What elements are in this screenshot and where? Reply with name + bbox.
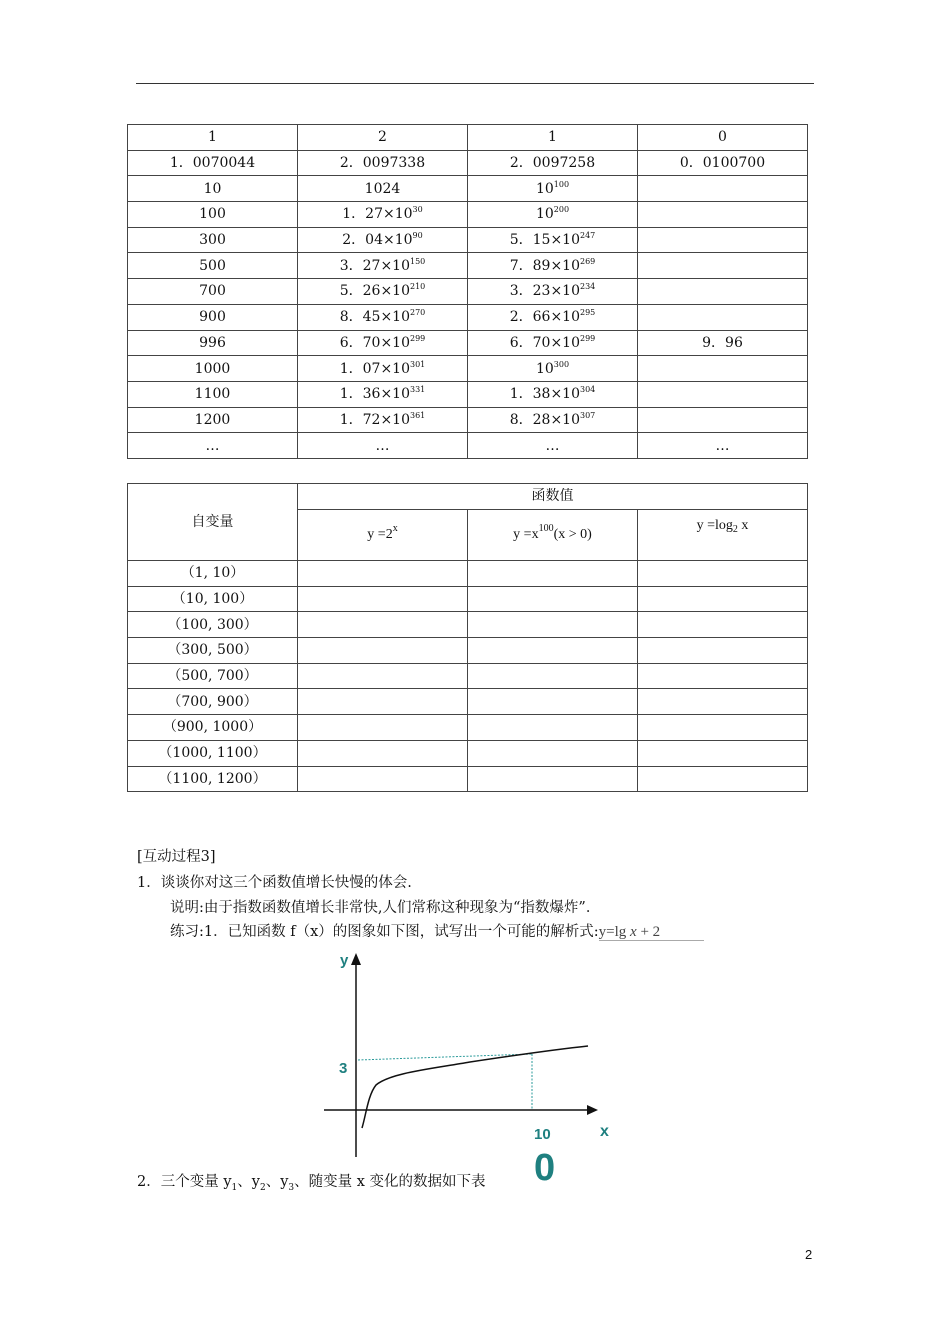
table-row bbox=[128, 586, 808, 612]
table-row bbox=[128, 638, 808, 664]
exercise-text bbox=[170, 920, 704, 941]
table-cell: 1 bbox=[128, 125, 298, 151]
table-cell: $10^{300}$ bbox=[468, 356, 638, 382]
empty-cell bbox=[298, 638, 468, 664]
table-cell: 9．96 bbox=[638, 330, 808, 356]
table-cell bbox=[638, 253, 808, 279]
table-cell: $10^{200}$ bbox=[468, 202, 638, 228]
table-cell: … bbox=[128, 433, 298, 459]
interval-cell: （100, 300） bbox=[128, 612, 298, 638]
table-cell: 2．$66\times 10^{295}$ bbox=[468, 304, 638, 330]
empty-cell bbox=[298, 561, 468, 587]
table-cell: 3．$27\times 10^{150}$ bbox=[298, 253, 468, 279]
table-row bbox=[128, 663, 808, 689]
header-power: $y =x^{100}(x > 0)$ bbox=[468, 509, 638, 560]
empty-cell bbox=[298, 586, 468, 612]
interval-cell: （1000, 1100） bbox=[128, 740, 298, 766]
table-cell: 6．$70\times 10^{299}$ bbox=[468, 330, 638, 356]
table-cell: 7．$89\times 10^{269}$ bbox=[468, 253, 638, 279]
question-1: 1．谈谈你对这三个函数值增长快慢的体会. bbox=[137, 875, 412, 891]
empty-cell bbox=[468, 561, 638, 587]
table-cell: 2 bbox=[298, 125, 468, 151]
empty-cell bbox=[638, 586, 808, 612]
header-exponential: $y =2^x$ bbox=[298, 509, 468, 560]
empty-cell bbox=[638, 740, 808, 766]
table-cell: 2．$04\times 10^{90}$ bbox=[298, 227, 468, 253]
table-row bbox=[128, 330, 808, 356]
table-row bbox=[128, 433, 808, 459]
table-row bbox=[128, 740, 808, 766]
table-cell: … bbox=[298, 433, 468, 459]
table-cell bbox=[638, 356, 808, 382]
empty-cell bbox=[638, 612, 808, 638]
table-row bbox=[128, 561, 808, 587]
empty-cell bbox=[468, 715, 638, 741]
table-cell: 0 bbox=[638, 125, 808, 151]
empty-cell bbox=[638, 638, 808, 664]
table-cell: … bbox=[638, 433, 808, 459]
interval-cell: （500, 700） bbox=[128, 663, 298, 689]
empty-cell bbox=[298, 689, 468, 715]
table-cell: 1．$36\times 10^{331}$ bbox=[298, 381, 468, 407]
growth-comparison-table bbox=[127, 483, 808, 792]
table-row bbox=[128, 356, 808, 382]
empty-cell bbox=[638, 663, 808, 689]
note-text: 说明:由于指数函数值增长非常快,人们常称这种现象为“指数爆炸”． bbox=[170, 900, 601, 916]
function-curve bbox=[362, 1046, 588, 1128]
table-cell: 1．$72\times 10^{361}$ bbox=[298, 407, 468, 433]
table-cell: 10 bbox=[128, 176, 298, 202]
y-axis-label: y bbox=[340, 952, 349, 969]
empty-cell bbox=[468, 663, 638, 689]
header-function-value: 函数值 bbox=[298, 484, 808, 510]
x-axis-label: x bbox=[600, 1123, 609, 1140]
table-cell: 100 bbox=[128, 202, 298, 228]
empty-cell bbox=[298, 612, 468, 638]
table-cell: … bbox=[468, 433, 638, 459]
interval-cell: （1100, 1200） bbox=[128, 766, 298, 792]
table-cell: $10^{100}$ bbox=[468, 176, 638, 202]
table-row bbox=[128, 766, 808, 792]
table-cell: 6．$70\times 10^{299}$ bbox=[298, 330, 468, 356]
table-cell: 2．0097338 bbox=[298, 150, 468, 176]
table-row bbox=[128, 689, 808, 715]
interval-cell: （10, 100） bbox=[128, 586, 298, 612]
x-tick-label-overflow: 0 bbox=[534, 1147, 556, 1185]
table-cell: 996 bbox=[128, 330, 298, 356]
function-graph bbox=[310, 945, 630, 1185]
table-cell bbox=[638, 176, 808, 202]
empty-cell bbox=[298, 740, 468, 766]
table-row bbox=[128, 381, 808, 407]
table-cell: 1100 bbox=[128, 381, 298, 407]
question-2: 2．三个变量 $y_1$、$y_2$、$y_3$、随变量 x 变化的数据如下表 bbox=[137, 1174, 486, 1193]
empty-cell bbox=[468, 612, 638, 638]
table-cell: 2．0097258 bbox=[468, 150, 638, 176]
table-cell: 8．$45\times 10^{270}$ bbox=[298, 304, 468, 330]
table-cell: 1 bbox=[468, 125, 638, 151]
table-cell bbox=[638, 227, 808, 253]
table-row bbox=[128, 253, 808, 279]
table-row bbox=[128, 125, 808, 151]
table-row bbox=[128, 715, 808, 741]
exercise-prompt: 练习:1．已知函数 f（x）的图象如下图，试写出一个可能的解析式: bbox=[170, 924, 599, 940]
empty-cell bbox=[298, 663, 468, 689]
table-row bbox=[128, 150, 808, 176]
empty-cell bbox=[468, 740, 638, 766]
interval-cell: （300, 500） bbox=[128, 638, 298, 664]
table-cell: 5．$15\times 10^{247}$ bbox=[468, 227, 638, 253]
empty-cell bbox=[638, 715, 808, 741]
table-cell bbox=[638, 279, 808, 305]
empty-cell bbox=[638, 561, 808, 587]
empty-cell bbox=[468, 689, 638, 715]
table-cell: 1024 bbox=[298, 176, 468, 202]
table-cell: 3．$23\times 10^{234}$ bbox=[468, 279, 638, 305]
header-log: $y =\log_2$ x bbox=[638, 509, 808, 560]
table-cell: 8．$28\times 10^{307}$ bbox=[468, 407, 638, 433]
table-cell: 1．$07\times 10^{301}$ bbox=[298, 356, 468, 382]
table-row bbox=[128, 304, 808, 330]
section-heading: [互动过程3] bbox=[137, 849, 216, 865]
table-cell: 1．$38\times 10^{304}$ bbox=[468, 381, 638, 407]
table-cell bbox=[638, 304, 808, 330]
x-axis-arrow-icon bbox=[587, 1105, 598, 1115]
empty-cell bbox=[638, 689, 808, 715]
table-cell: 5．$26\times 10^{210}$ bbox=[298, 279, 468, 305]
table-cell: 900 bbox=[128, 304, 298, 330]
exercise-answer: y=lg x + 2 bbox=[599, 924, 705, 941]
empty-cell bbox=[468, 766, 638, 792]
table-row bbox=[128, 407, 808, 433]
y-tick-label: 3 bbox=[339, 1060, 348, 1077]
interval-cell: （1, 10） bbox=[128, 561, 298, 587]
header-rule bbox=[136, 83, 814, 84]
table-cell: 300 bbox=[128, 227, 298, 253]
table-cell: 0．0100700 bbox=[638, 150, 808, 176]
table-row bbox=[128, 176, 808, 202]
empty-cell bbox=[298, 766, 468, 792]
interval-cell: （700, 900） bbox=[128, 689, 298, 715]
table-cell: 1．0070044 bbox=[128, 150, 298, 176]
table-cell bbox=[638, 381, 808, 407]
table-cell: 500 bbox=[128, 253, 298, 279]
page-number: 2 bbox=[805, 1247, 813, 1262]
table-cell: 1200 bbox=[128, 407, 298, 433]
data-table bbox=[127, 124, 808, 459]
table-row bbox=[128, 202, 808, 228]
header-variable: 自变量 bbox=[128, 484, 298, 561]
empty-cell bbox=[638, 766, 808, 792]
interval-cell: （900, 1000） bbox=[128, 715, 298, 741]
table-cell: 1．$27\times 10^{30}$ bbox=[298, 202, 468, 228]
empty-cell bbox=[468, 638, 638, 664]
y-axis-arrow-icon bbox=[351, 953, 361, 965]
table-row bbox=[128, 279, 808, 305]
table-row bbox=[128, 227, 808, 253]
table-row bbox=[128, 612, 808, 638]
table-cell bbox=[638, 202, 808, 228]
table-cell: 700 bbox=[128, 279, 298, 305]
table-cell: 1000 bbox=[128, 356, 298, 382]
table-cell bbox=[638, 407, 808, 433]
empty-cell bbox=[468, 586, 638, 612]
empty-cell bbox=[298, 715, 468, 741]
x-tick-label: 10 bbox=[534, 1126, 551, 1143]
